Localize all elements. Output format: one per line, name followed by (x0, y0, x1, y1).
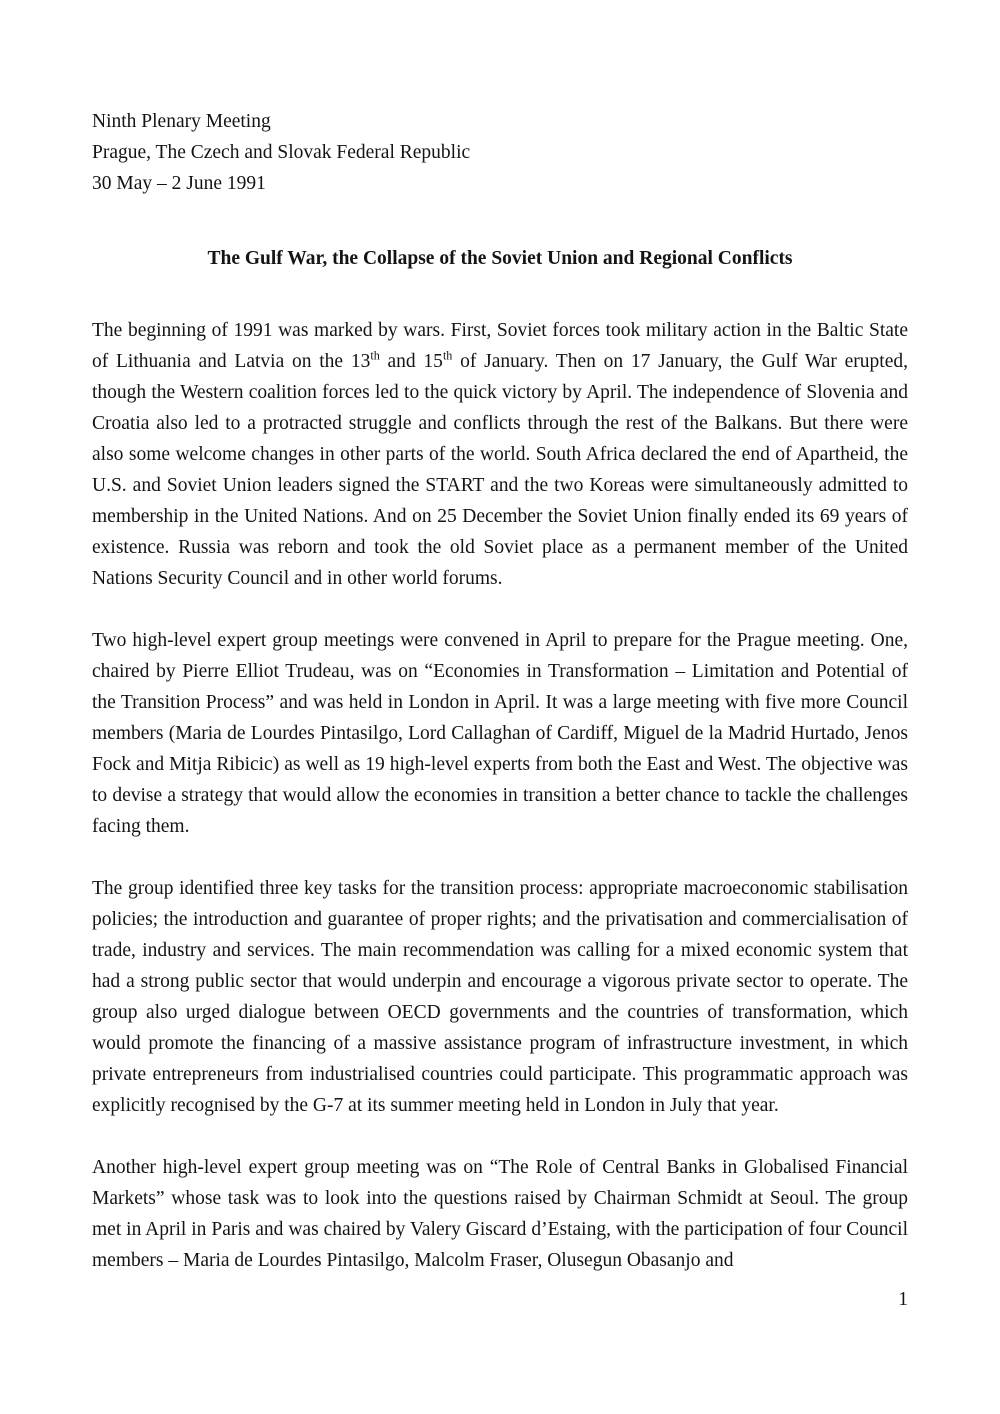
paragraph-1 (92, 315, 908, 594)
paragraph-1-part-c: of January. Then on 17 January, the Gulf War erupted, though the Western coalition forces led to the quick victory by April. The independence of Slovenia and Croatia also led to a protracted struggle and conflicts through the rest of the Balkans. But there were also some welcome changes in other parts of the world. South Africa declared the end of Apartheid, the U.S. and Soviet Union leaders signed the START and the two Koreas were simultaneously admitted to membership in the United Nations. And on 25 December the Soviet Union finally ended its 69 years of existence. Russia was reborn and took the old Soviet place as a permanent member of the United Nations Security Council and in other world forums. (92, 351, 908, 589)
meeting-name: Ninth Plenary Meeting (92, 111, 271, 132)
paragraph-2: Two high-level expert group meetings were convened in April to prepare for the Prague meeting. One, chaired by Pierre Elliot Trudeau, was on “Economies in Transformation – Limitation and Potential of the Transition Process” and was held in London in April. It was a large meeting with five more Council members (Maria de Lourdes Pintasilgo, Lord Callaghan of Cardiff, Miguel de la Madrid Hurtado, Jenos Fock and Mitja Ribicic) as well as 19 high-level experts from both the East and West. The objective was to devise a strategy that would allow the economies in transition a better chance to tackle the challenges facing them. (92, 630, 908, 837)
meeting-dates: 30 May – 2 June 1991 (92, 173, 266, 194)
paragraph-1-part-a: The beginning of 1991 was marked by wars. First, Soviet forces took military action in the Baltic State of Lithuania and Latvia on the 13 (92, 320, 908, 372)
meeting-location: Prague, The Czech and Slovak Federal Republic (92, 142, 471, 163)
page-number: 1 (898, 1289, 908, 1310)
paragraph-4: Another high-level expert group meeting was on “The Role of Central Banks in Globalised Financial Markets” whose task was to look into the questions raised by Chairman Schmidt at Seoul. The group met in April in Paris and was chaired by Valery Giscard d’Estaing, with the participation of four Council members – Maria de Lourdes Pintasilgo, Malcolm Fraser, Olusegun Obasanjo and (92, 1157, 908, 1271)
page-title: The Gulf War, the Collapse of the Soviet Union and Regional Conflicts (207, 248, 793, 269)
document-body (92, 106, 908, 1276)
paragraph-3: The group identified three key tasks for the transition process: appropriate macroeconomic stabilisation policies; the introduction and guarantee of proper rights; and the privatisation and commercialisation of trade, industry and services. The main recommendation was calling for a mixed economic system that had a strong public sector that would underpin and encourage a vigorous private sector to operate. The group also urged dialogue between OECD governments and the countries of transformation, which would promote the financing of a massive assistance program of infrastructure investment, in which private entrepreneurs from industrialised countries could participate. This programmatic approach was explicitly recognised by the G-7 at its summer meeting held in London in July that year. (92, 878, 908, 1116)
ordinal-suffix-13th: th (370, 348, 380, 363)
meeting-header (92, 106, 908, 199)
ordinal-suffix-15th: th (442, 348, 453, 363)
paragraph-1-part-b: and 15 (379, 351, 443, 372)
